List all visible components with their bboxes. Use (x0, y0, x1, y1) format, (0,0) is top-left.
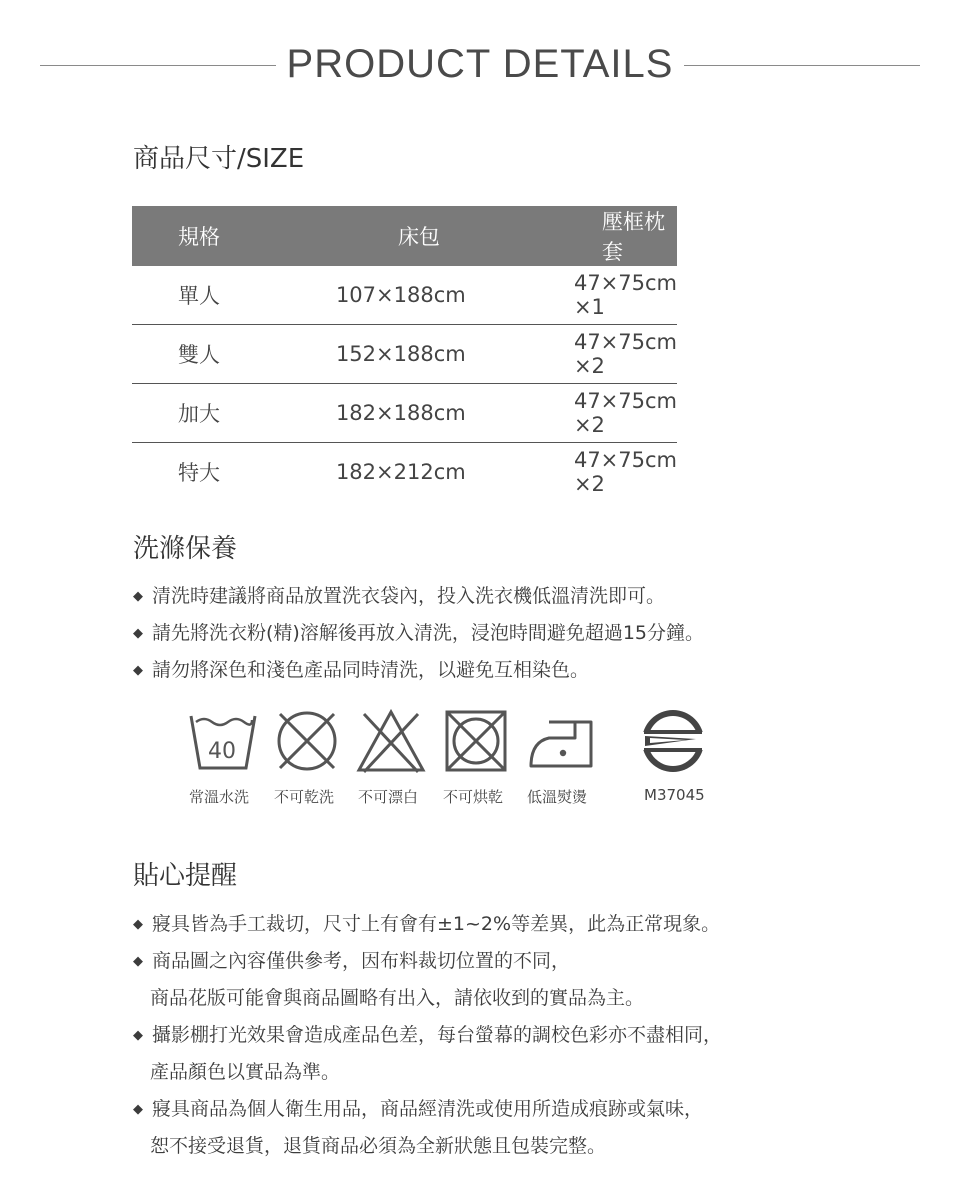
care-label: 不可漂白 (358, 788, 419, 806)
wash-temperature: 40 (208, 739, 236, 764)
size-name: 加大 (132, 384, 336, 443)
bullet-icon: ◆ (133, 1102, 143, 1117)
fitted-sheet-size: 182×212cm (335, 460, 466, 484)
size-table-header (132, 206, 677, 266)
size-name: 雙人 (132, 325, 336, 384)
size-table (132, 206, 677, 501)
certification-number: M37045 (644, 786, 705, 804)
size-section-title: 商品尺寸/SIZE (133, 144, 305, 174)
iron-low-icon (527, 708, 597, 774)
list-item: ◆ 攝影棚打光效果會造成產品色差，每台螢幕的調校色彩亦不盡相同， 產品顏色以實品為準。 (133, 1017, 722, 1091)
table-row (132, 384, 677, 443)
care-label: 不可乾洗 (274, 788, 335, 806)
bsmi-mark-icon (638, 708, 708, 774)
column-header-pillowcase: 壓框枕套 (574, 206, 677, 266)
pillowcase-size: 47×75cm ×2 (574, 325, 677, 384)
no-bleach-icon (356, 708, 426, 774)
fitted-sheet-size: 107×188cm (336, 266, 574, 325)
list-item: ◆ 寢具皆為手工裁切，尺寸上有會有±1~2%等差異，此為正常現象。 (133, 906, 722, 943)
table-row (132, 443, 677, 502)
bullet-icon: ◆ (133, 1028, 143, 1043)
header-rule-right (684, 65, 920, 66)
fitted-sheet-size: 152×188cm (336, 325, 574, 384)
list-item: ◆ 請先將洗衣粉(精)溶解後再放入清洗，浸泡時間避免超過15分鐘。 (133, 615, 704, 652)
list-item: ◆ 寢具商品為個人衛生用品，商品經清洗或使用所造成痕跡或氣味， 恕不接受退貨，退貨商品必須為全新狀態且包裝完整。 (133, 1091, 722, 1165)
wash-40-icon (188, 708, 258, 774)
notice-section-title: 貼心提醒 (133, 861, 238, 891)
pillowcase-size: 47×75cm ×1 (574, 266, 677, 325)
fitted-sheet-size: 182×188cm (336, 384, 574, 443)
pillowcase-size: 47×75cm ×2 (573, 448, 677, 496)
table-row (132, 325, 677, 384)
list-item: ◆ 請勿將深色和淺色產品同時清洗，以避免互相染色。 (133, 652, 704, 689)
care-section-title: 洗滌保養 (133, 534, 238, 564)
care-label: 低溫熨燙 (527, 788, 588, 806)
bullet-icon: ◆ (133, 954, 143, 969)
page-header (0, 40, 960, 94)
size-name: 特大 (178, 461, 220, 485)
header-rule-left (40, 65, 276, 66)
no-tumble-dry-icon (443, 708, 509, 774)
care-bullet-list (133, 578, 704, 689)
care-label: 常溫水洗 (189, 788, 250, 806)
care-label: 不可烘乾 (443, 788, 504, 806)
bullet-icon: ◆ (133, 626, 143, 641)
column-header-spec: 規格 (132, 206, 336, 266)
size-name: 單人 (132, 266, 336, 325)
page-title: PRODUCT DETAILS (286, 42, 674, 86)
list-item: ◆ 清洗時建議將商品放置洗衣袋內，投入洗衣機低溫清洗即可。 (133, 578, 704, 615)
bullet-icon: ◆ (133, 663, 143, 678)
bullet-icon: ◆ (133, 917, 143, 932)
no-dry-clean-icon (274, 708, 340, 774)
bullet-icon: ◆ (133, 589, 143, 604)
care-symbols (0, 708, 960, 818)
list-item: ◆ 商品圖之內容僅供參考，因布料裁切位置的不同， 商品花版可能會與商品圖略有出入，請依收到的實品為主。 (133, 943, 722, 1017)
table-row (132, 266, 677, 325)
notice-bullet-list (133, 906, 722, 1165)
column-header-fitted-sheet: 床包 (336, 206, 574, 266)
pillowcase-size: 47×75cm ×2 (574, 384, 677, 443)
